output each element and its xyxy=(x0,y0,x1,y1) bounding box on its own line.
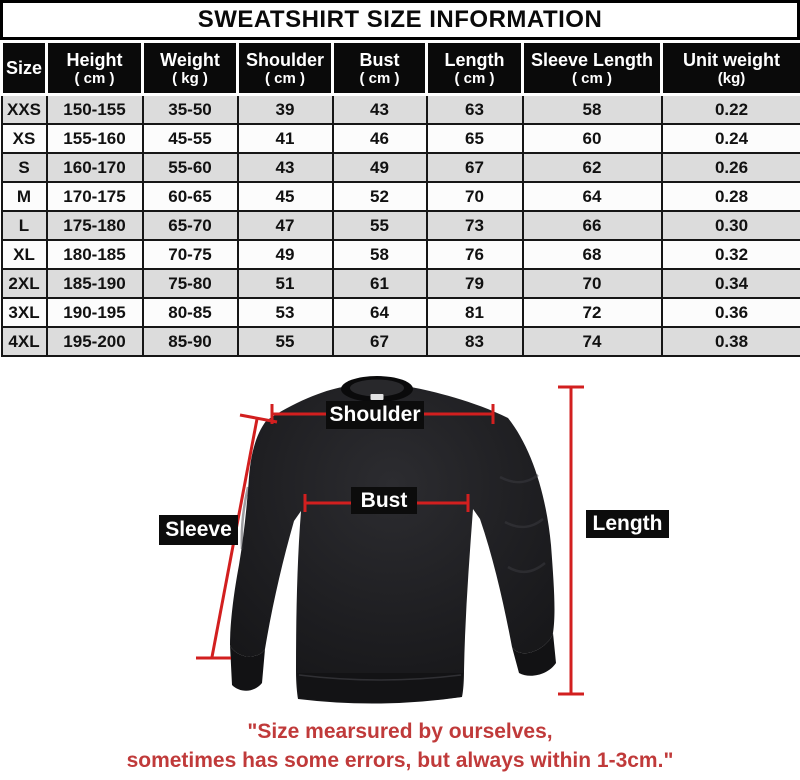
size-cell: 3XL xyxy=(2,298,47,327)
table-row xyxy=(2,95,800,125)
value-cell: 72 xyxy=(523,298,662,327)
value-cell: 83 xyxy=(427,327,523,356)
value-cell: 0.28 xyxy=(662,182,800,211)
value-cell: 0.30 xyxy=(662,211,800,240)
value-cell: 0.26 xyxy=(662,153,800,182)
sleeve-measure-label: Sleeve xyxy=(159,515,238,545)
value-cell: 80-85 xyxy=(143,298,238,327)
value-cell: 53 xyxy=(238,298,333,327)
size-cell: XXS xyxy=(2,95,47,125)
table-row xyxy=(2,269,800,298)
value-cell: 180-185 xyxy=(47,240,143,269)
value-cell: 49 xyxy=(333,153,427,182)
value-cell: 35-50 xyxy=(143,95,238,125)
column-header-unit: ( kg ) xyxy=(172,69,208,87)
value-cell: 70 xyxy=(523,269,662,298)
value-cell: 64 xyxy=(523,182,662,211)
size-cell: XS xyxy=(2,124,47,153)
table-row xyxy=(2,211,800,240)
column-header xyxy=(143,42,238,95)
value-cell: 55 xyxy=(333,211,427,240)
column-header-unit: ( cm ) xyxy=(264,69,305,87)
value-cell: 45 xyxy=(238,182,333,211)
value-cell: 39 xyxy=(238,95,333,125)
size-cell: 2XL xyxy=(2,269,47,298)
size-cell: M xyxy=(2,182,47,211)
column-header-unit: ( cm ) xyxy=(454,69,495,87)
value-cell: 70-75 xyxy=(143,240,238,269)
column-header xyxy=(238,42,333,95)
page-title: SWEATSHIRT SIZE INFORMATION xyxy=(197,6,603,33)
collar-inner xyxy=(350,380,404,397)
value-cell: 185-190 xyxy=(47,269,143,298)
table-row xyxy=(2,240,800,269)
value-cell: 67 xyxy=(427,153,523,182)
column-header xyxy=(662,42,800,95)
value-cell: 175-180 xyxy=(47,211,143,240)
value-cell: 67 xyxy=(333,327,427,356)
value-cell: 63 xyxy=(427,95,523,125)
value-cell: 150-155 xyxy=(47,95,143,125)
size-table xyxy=(0,40,800,357)
value-cell: 51 xyxy=(238,269,333,298)
value-cell: 0.34 xyxy=(662,269,800,298)
value-cell: 55-60 xyxy=(143,153,238,182)
size-cell: L xyxy=(2,211,47,240)
column-header xyxy=(523,42,662,95)
table-row xyxy=(2,327,800,356)
value-cell: 85-90 xyxy=(143,327,238,356)
value-cell: 43 xyxy=(333,95,427,125)
value-cell: 46 xyxy=(333,124,427,153)
value-cell: 73 xyxy=(427,211,523,240)
length-measure-label: Length xyxy=(586,510,669,538)
value-cell: 195-200 xyxy=(47,327,143,356)
value-cell: 58 xyxy=(333,240,427,269)
collar-tag xyxy=(371,394,384,400)
footnote-line-2: sometimes has some errors, but always within 1-3cm." xyxy=(126,749,674,772)
bust-measure-label: Bust xyxy=(351,487,417,514)
size-cell: 4XL xyxy=(2,327,47,356)
column-header xyxy=(333,42,427,95)
column-header-label: Bust xyxy=(359,49,400,70)
value-cell: 60 xyxy=(523,124,662,153)
footnote xyxy=(0,717,800,775)
table-row xyxy=(2,124,800,153)
column-header-label: Shoulder xyxy=(245,49,324,70)
value-cell: 62 xyxy=(523,153,662,182)
value-cell: 155-160 xyxy=(47,124,143,153)
column-header-label: Sleeve Length xyxy=(530,49,654,70)
value-cell: 58 xyxy=(523,95,662,125)
value-cell: 0.38 xyxy=(662,327,800,356)
column-header xyxy=(2,42,47,95)
table-row xyxy=(2,182,800,211)
value-cell: 74 xyxy=(523,327,662,356)
value-cell: 79 xyxy=(427,269,523,298)
column-header-label: Height xyxy=(66,49,123,70)
column-header-label: Size xyxy=(5,58,43,78)
value-cell: 0.22 xyxy=(662,95,800,125)
column-header xyxy=(47,42,143,95)
column-header-unit: ( cm ) xyxy=(571,69,612,87)
value-cell: 190-195 xyxy=(47,298,143,327)
title-bar xyxy=(0,0,800,40)
sweatshirt-diagram xyxy=(0,357,800,709)
value-cell: 43 xyxy=(238,153,333,182)
value-cell: 66 xyxy=(523,211,662,240)
shoulder-measure-label: Shoulder xyxy=(326,401,424,429)
value-cell: 75-80 xyxy=(143,269,238,298)
value-cell: 0.32 xyxy=(662,240,800,269)
value-cell: 65-70 xyxy=(143,211,238,240)
column-header-unit: ( cm ) xyxy=(359,69,400,87)
table-row xyxy=(2,298,800,327)
table-header-row xyxy=(2,42,800,95)
length-measure-line xyxy=(558,387,584,694)
column-header-label: Unit weight xyxy=(683,49,780,70)
value-cell: 47 xyxy=(238,211,333,240)
value-cell: 68 xyxy=(523,240,662,269)
table-row xyxy=(2,153,800,182)
value-cell: 64 xyxy=(333,298,427,327)
value-cell: 60-65 xyxy=(143,182,238,211)
value-cell: 170-175 xyxy=(47,182,143,211)
value-cell: 81 xyxy=(427,298,523,327)
value-cell: 160-170 xyxy=(47,153,143,182)
value-cell: 49 xyxy=(238,240,333,269)
value-cell: 55 xyxy=(238,327,333,356)
value-cell: 45-55 xyxy=(143,124,238,153)
value-cell: 41 xyxy=(238,124,333,153)
value-cell: 76 xyxy=(427,240,523,269)
value-cell: 0.36 xyxy=(662,298,800,327)
size-cell: XL xyxy=(2,240,47,269)
column-header-label: Weight xyxy=(160,49,220,70)
value-cell: 70 xyxy=(427,182,523,211)
value-cell: 52 xyxy=(333,182,427,211)
column-header-unit: ( cm ) xyxy=(74,69,115,87)
value-cell: 0.24 xyxy=(662,124,800,153)
column-header xyxy=(427,42,523,95)
value-cell: 65 xyxy=(427,124,523,153)
column-header-unit: (kg) xyxy=(717,69,746,87)
sweatshirt-body xyxy=(230,382,554,704)
footnote-line-1: "Size mearsured by ourselves, xyxy=(247,720,553,743)
size-cell: S xyxy=(2,153,47,182)
value-cell: 61 xyxy=(333,269,427,298)
column-header-label: Length xyxy=(444,49,505,70)
